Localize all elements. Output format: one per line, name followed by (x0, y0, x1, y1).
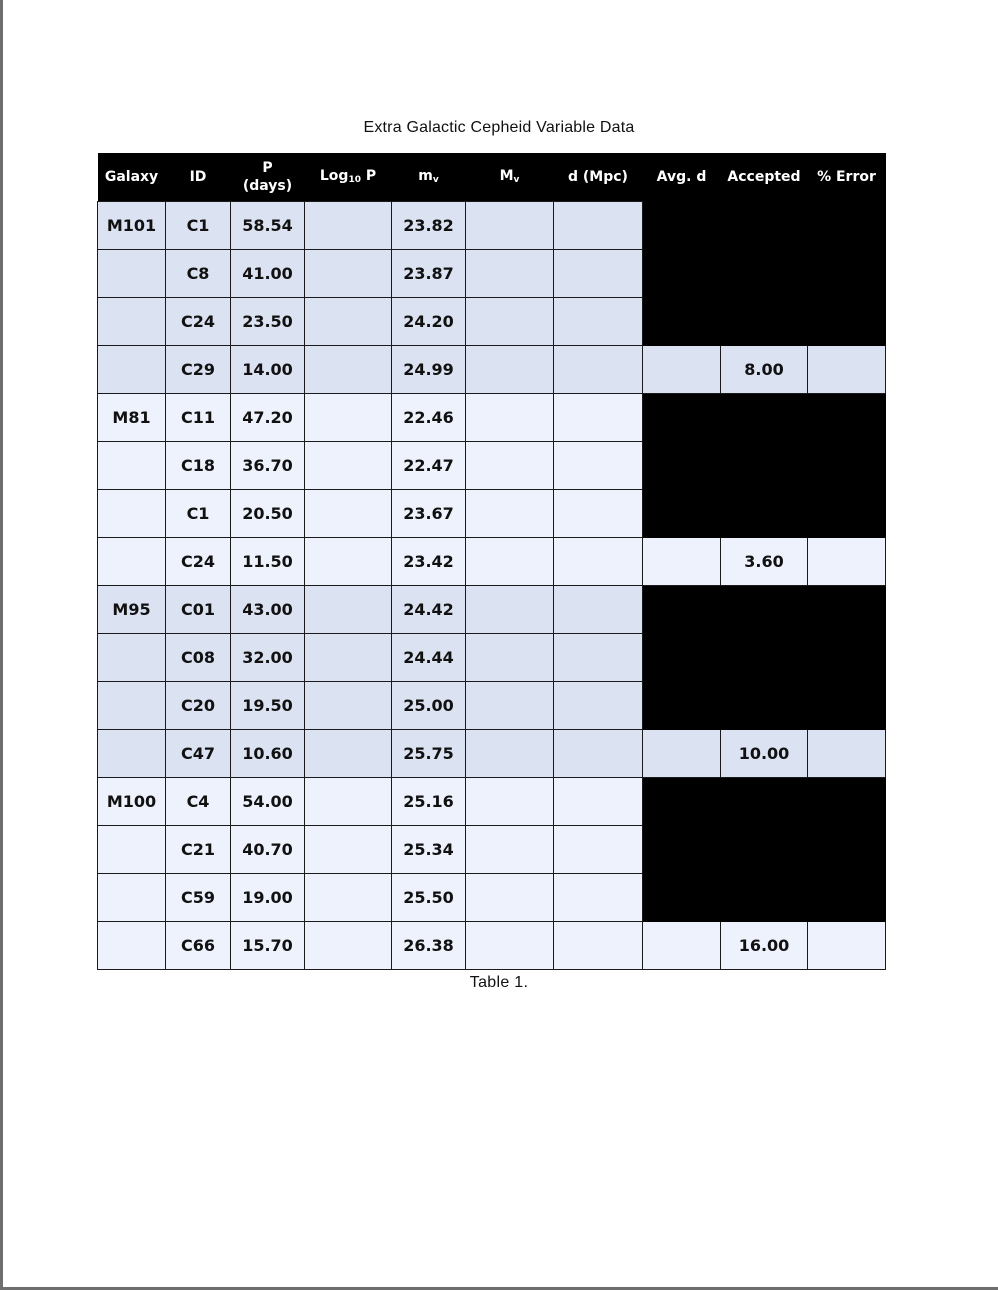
cell-absolute-magnitude (466, 825, 554, 873)
cell-galaxy (98, 633, 166, 681)
cell-galaxy (98, 825, 166, 873)
cell-distance (554, 825, 643, 873)
cell-period: 47.20 (231, 393, 305, 441)
cell-distance (554, 777, 643, 825)
cell-percent-error (808, 729, 886, 777)
cell-distance (554, 249, 643, 297)
cell-average-distance-blocked (643, 489, 721, 537)
cell-accepted: 16.00 (721, 921, 808, 969)
cell-period: 58.54 (231, 201, 305, 249)
cell-accepted-blocked (721, 633, 808, 681)
cell-average-distance (643, 345, 721, 393)
cell-log-period (305, 489, 392, 537)
cell-average-distance (643, 729, 721, 777)
cell-absolute-magnitude (466, 777, 554, 825)
cell-average-distance-blocked (643, 777, 721, 825)
cell-period: 20.50 (231, 489, 305, 537)
cell-percent-error-blocked (808, 249, 886, 297)
cell-log-period (305, 681, 392, 729)
cell-percent-error-blocked (808, 441, 886, 489)
cell-id: C29 (166, 345, 231, 393)
cell-distance (554, 537, 643, 585)
header-apparent-magnitude (392, 153, 466, 201)
cell-galaxy: M95 (98, 585, 166, 633)
table-row (98, 825, 886, 873)
header-percent-error: % Error (808, 153, 886, 201)
header-mv-main: m (418, 167, 433, 184)
cell-period: 36.70 (231, 441, 305, 489)
cell-period: 19.00 (231, 873, 305, 921)
cell-log-period (305, 777, 392, 825)
cell-id: C4 (166, 777, 231, 825)
cell-absolute-magnitude (466, 921, 554, 969)
header-log-period (305, 153, 392, 201)
cell-galaxy (98, 441, 166, 489)
header-log-sub: 10 (348, 174, 361, 185)
header-row (98, 153, 886, 201)
table-row (98, 585, 886, 633)
cell-log-period (305, 345, 392, 393)
cell-log-period (305, 201, 392, 249)
cell-apparent-magnitude: 26.38 (392, 921, 466, 969)
cell-apparent-magnitude: 25.00 (392, 681, 466, 729)
cell-period: 32.00 (231, 633, 305, 681)
table-row (98, 633, 886, 681)
header-absolute-magnitude (466, 153, 554, 201)
cell-period: 43.00 (231, 585, 305, 633)
cell-accepted-blocked (721, 393, 808, 441)
cell-average-distance-blocked (643, 441, 721, 489)
cell-accepted-blocked (721, 681, 808, 729)
cell-accepted: 8.00 (721, 345, 808, 393)
cell-distance (554, 393, 643, 441)
header-period (231, 153, 305, 201)
header-accepted: Accepted (721, 153, 808, 201)
cell-apparent-magnitude: 23.82 (392, 201, 466, 249)
cell-accepted-blocked (721, 489, 808, 537)
cell-accepted-blocked (721, 441, 808, 489)
header-period-symbol: P (262, 159, 273, 176)
cell-id: C66 (166, 921, 231, 969)
table-row (98, 345, 886, 393)
cell-id: C08 (166, 633, 231, 681)
cell-apparent-magnitude: 25.16 (392, 777, 466, 825)
cell-distance (554, 921, 643, 969)
cell-distance (554, 201, 643, 249)
cell-absolute-magnitude (466, 297, 554, 345)
cell-absolute-magnitude (466, 633, 554, 681)
cell-absolute-magnitude (466, 537, 554, 585)
cell-percent-error-blocked (808, 393, 886, 441)
cell-apparent-magnitude: 23.42 (392, 537, 466, 585)
cell-apparent-magnitude: 23.67 (392, 489, 466, 537)
cell-distance (554, 297, 643, 345)
cell-id: C20 (166, 681, 231, 729)
cell-id: C8 (166, 249, 231, 297)
cell-log-period (305, 873, 392, 921)
cell-accepted-blocked (721, 201, 808, 249)
table-body (98, 201, 886, 969)
table-row (98, 249, 886, 297)
cell-log-period (305, 921, 392, 969)
cell-percent-error-blocked (808, 777, 886, 825)
cell-accepted: 10.00 (721, 729, 808, 777)
cell-accepted: 3.60 (721, 537, 808, 585)
cell-id: C24 (166, 537, 231, 585)
cell-period: 54.00 (231, 777, 305, 825)
cell-id: C21 (166, 825, 231, 873)
cell-absolute-magnitude (466, 249, 554, 297)
header-Mv-main: M (499, 167, 514, 184)
cell-log-period (305, 249, 392, 297)
cell-log-period (305, 633, 392, 681)
cell-percent-error-blocked (808, 297, 886, 345)
table-row (98, 393, 886, 441)
cell-id: C01 (166, 585, 231, 633)
cell-average-distance-blocked (643, 201, 721, 249)
cell-apparent-magnitude: 22.46 (392, 393, 466, 441)
cell-period: 14.00 (231, 345, 305, 393)
table-row (98, 297, 886, 345)
cell-average-distance-blocked (643, 393, 721, 441)
cell-percent-error-blocked (808, 825, 886, 873)
cell-average-distance (643, 921, 721, 969)
cell-distance (554, 681, 643, 729)
cell-id: C1 (166, 201, 231, 249)
cell-percent-error-blocked (808, 681, 886, 729)
cell-apparent-magnitude: 23.87 (392, 249, 466, 297)
header-galaxy: Galaxy (98, 153, 166, 201)
cell-average-distance-blocked (643, 873, 721, 921)
header-period-unit: (days) (242, 177, 293, 194)
cell-average-distance-blocked (643, 585, 721, 633)
cell-log-period (305, 297, 392, 345)
cell-galaxy: M101 (98, 201, 166, 249)
cell-galaxy (98, 537, 166, 585)
cell-galaxy: M100 (98, 777, 166, 825)
table-row (98, 537, 886, 585)
cell-distance (554, 729, 643, 777)
cell-apparent-magnitude: 24.99 (392, 345, 466, 393)
cell-accepted-blocked (721, 297, 808, 345)
cell-period: 15.70 (231, 921, 305, 969)
cell-galaxy (98, 681, 166, 729)
cell-galaxy (98, 345, 166, 393)
cell-percent-error-blocked (808, 633, 886, 681)
cell-log-period (305, 729, 392, 777)
cell-distance (554, 441, 643, 489)
cell-apparent-magnitude: 24.20 (392, 297, 466, 345)
cell-log-period (305, 537, 392, 585)
cell-period: 11.50 (231, 537, 305, 585)
cell-absolute-magnitude (466, 345, 554, 393)
cell-apparent-magnitude: 25.75 (392, 729, 466, 777)
cell-log-period (305, 393, 392, 441)
cell-accepted-blocked (721, 825, 808, 873)
table-row (98, 921, 886, 969)
cell-average-distance-blocked (643, 249, 721, 297)
cell-distance (554, 345, 643, 393)
header-distance: d (Mpc) (554, 153, 643, 201)
cell-absolute-magnitude (466, 873, 554, 921)
cell-period: 10.60 (231, 729, 305, 777)
cell-galaxy (98, 249, 166, 297)
cell-absolute-magnitude (466, 681, 554, 729)
cell-average-distance (643, 537, 721, 585)
cell-absolute-magnitude (466, 201, 554, 249)
cell-galaxy: M81 (98, 393, 166, 441)
table-row (98, 729, 886, 777)
cell-distance (554, 585, 643, 633)
cell-galaxy (98, 489, 166, 537)
cell-absolute-magnitude (466, 393, 554, 441)
cell-apparent-magnitude: 24.44 (392, 633, 466, 681)
cell-average-distance-blocked (643, 825, 721, 873)
cell-average-distance-blocked (643, 681, 721, 729)
cell-absolute-magnitude (466, 585, 554, 633)
cell-accepted-blocked (721, 873, 808, 921)
cell-accepted-blocked (721, 777, 808, 825)
header-log-main: Log (319, 167, 349, 184)
cell-id: C24 (166, 297, 231, 345)
cell-percent-error-blocked (808, 585, 886, 633)
cell-galaxy (98, 921, 166, 969)
cell-id: C47 (166, 729, 231, 777)
cell-percent-error-blocked (808, 873, 886, 921)
header-Mv-sub: v (513, 174, 520, 185)
header-id: ID (166, 153, 231, 201)
cell-average-distance-blocked (643, 633, 721, 681)
table-caption: Table 1. (469, 974, 529, 991)
cell-apparent-magnitude: 25.34 (392, 825, 466, 873)
cell-accepted-blocked (721, 249, 808, 297)
cell-absolute-magnitude (466, 489, 554, 537)
table-row (98, 777, 886, 825)
header-average-distance: Avg. d (643, 153, 721, 201)
cell-distance (554, 873, 643, 921)
cell-log-period (305, 441, 392, 489)
cell-average-distance-blocked (643, 297, 721, 345)
cell-galaxy (98, 297, 166, 345)
cell-id: C1 (166, 489, 231, 537)
cell-period: 41.00 (231, 249, 305, 297)
cell-id: C18 (166, 441, 231, 489)
cell-period: 19.50 (231, 681, 305, 729)
cell-period: 23.50 (231, 297, 305, 345)
page-left-border (0, 0, 3, 1290)
cepheid-data-table (97, 153, 886, 970)
table-row (98, 201, 886, 249)
cell-accepted-blocked (721, 585, 808, 633)
table-row (98, 873, 886, 921)
cell-id: C11 (166, 393, 231, 441)
table-title: Extra Galactic Cepheid Variable Data (363, 119, 635, 136)
header-log-tail: P (360, 167, 377, 184)
cell-percent-error-blocked (808, 201, 886, 249)
cell-apparent-magnitude: 22.47 (392, 441, 466, 489)
table-row (98, 681, 886, 729)
header-mv-sub: v (432, 174, 439, 185)
cell-id: C59 (166, 873, 231, 921)
cell-percent-error (808, 537, 886, 585)
cell-distance (554, 489, 643, 537)
cell-percent-error (808, 345, 886, 393)
cell-apparent-magnitude: 24.42 (392, 585, 466, 633)
cell-absolute-magnitude (466, 729, 554, 777)
cell-galaxy (98, 873, 166, 921)
cell-period: 40.70 (231, 825, 305, 873)
cell-percent-error (808, 921, 886, 969)
cell-galaxy (98, 729, 166, 777)
cell-log-period (305, 585, 392, 633)
cell-distance (554, 633, 643, 681)
table-row (98, 489, 886, 537)
cell-apparent-magnitude: 25.50 (392, 873, 466, 921)
cell-percent-error-blocked (808, 489, 886, 537)
table-row (98, 441, 886, 489)
cell-absolute-magnitude (466, 441, 554, 489)
cell-log-period (305, 825, 392, 873)
